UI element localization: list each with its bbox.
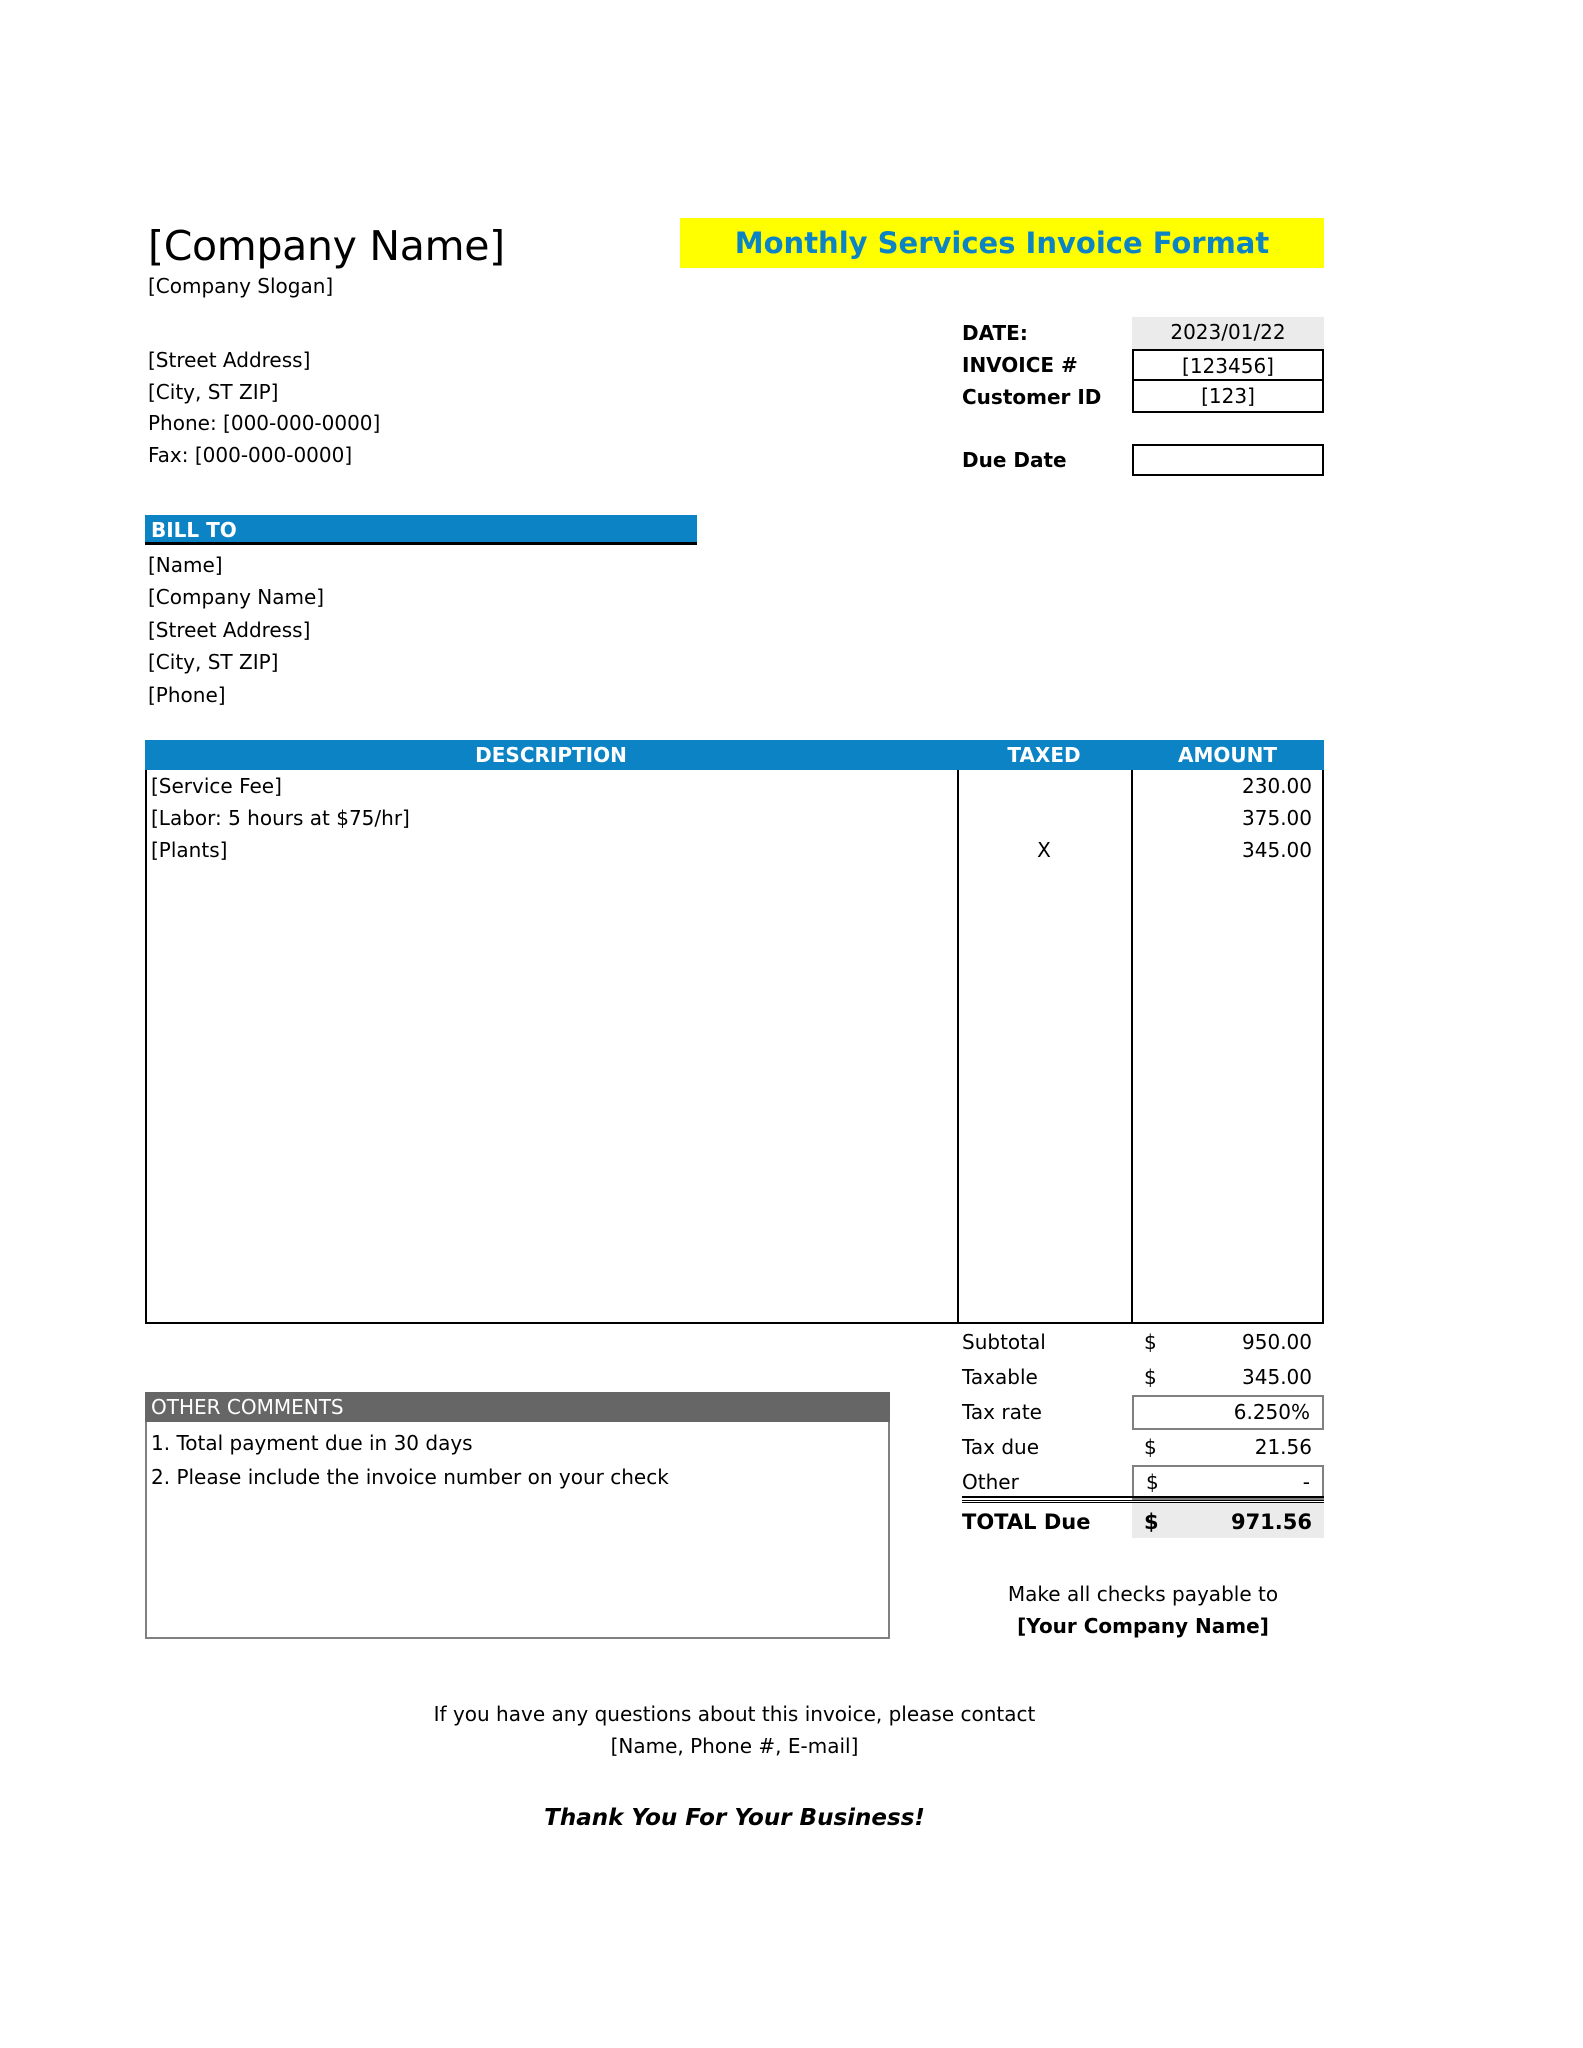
other-comments-heading-label: OTHER COMMENTS [151,1395,344,1419]
company-fax: Fax: [000-000-0000] [148,442,353,467]
bill-to-address-block [148,549,700,711]
subtotal-value: 950.00 [1242,1330,1312,1354]
row-description: [Labor: 5 hours at $75/hr] [151,806,410,830]
bill-to-header [145,515,697,545]
tax-due-currency: $ [1144,1435,1157,1459]
date-label: DATE: [962,321,1028,345]
line-items-table [145,740,1324,1324]
tax-due-value: 21.56 [1254,1435,1312,1459]
tax-rate-label: Tax rate [962,1400,1042,1424]
total-due-label: TOTAL Due [962,1510,1091,1534]
taxable-value-cell [1132,1360,1324,1395]
other-comments-box [145,1392,890,1639]
table-row[interactable] [147,834,1322,866]
line-items-header-row [145,740,1324,770]
meta-spacer [962,413,1324,444]
row-taxed: X [1037,838,1051,862]
subtotal-label: Subtotal [962,1330,1046,1354]
row-description: [Plants] [151,838,228,862]
totals-row-taxable [962,1360,1324,1395]
totals-block [962,1325,1324,1538]
company-name: [Company Name] [148,222,505,270]
totals-divider [962,1496,1324,1498]
invoice-title-banner [680,218,1324,268]
total-due-value-cell [1132,1503,1324,1538]
totals-row-subtotal [962,1325,1324,1360]
meta-row-date [962,317,1324,349]
due-date-field[interactable] [1132,444,1324,476]
subtotal-value-cell [1132,1325,1324,1360]
comment-line-2: 2. Please include the invoice number on your check [151,1465,669,1489]
company-identity-block [148,222,668,300]
invoice-title: Monthly Services Invoice Format [734,225,1270,260]
taxable-currency: $ [1144,1365,1157,1389]
meta-row-invoice-number [962,349,1324,381]
footer-question-line-2: [Name, Phone #, E-mail] [610,1734,859,1758]
bill-to-company: [Company Name] [148,585,325,610]
row-description: [Service Fee] [151,774,282,798]
company-city-state-zip: [City, ST ZIP] [148,379,279,404]
due-date-label: Due Date [962,448,1067,472]
table-row[interactable] [147,770,1322,802]
footer-thank-you: Thank You For Your Business! [544,1805,925,1831]
bill-to-phone: [Phone] [148,682,226,707]
row-taxed [957,770,1131,802]
company-contact-block [148,345,668,471]
totals-row-tax-rate [962,1395,1324,1430]
taxable-value: 345.00 [1242,1365,1312,1389]
payable-note [962,1578,1324,1642]
line-items-body [145,770,1324,1324]
other-comments-body[interactable] [145,1422,890,1639]
invoice-meta-block [962,317,1324,476]
other-currency: $ [1146,1470,1159,1494]
bill-to-city-state-zip: [City, ST ZIP] [148,650,279,675]
column-header-taxed: TAXED [1007,743,1081,767]
invoice-number-field[interactable]: [123456] [1132,349,1324,381]
totals-row-tax-due [962,1430,1324,1465]
company-street-address: [Street Address] [148,348,311,372]
totals-row-other [962,1465,1324,1500]
bill-to-street: [Street Address] [148,617,311,642]
subtotal-currency: $ [1144,1330,1157,1354]
total-due-currency: $ [1144,1510,1159,1534]
payable-line-1: Make all checks payable to [1007,1582,1279,1606]
date-value[interactable]: 2023/01/22 [1132,317,1324,349]
payable-line-2: [Your Company Name] [1017,1614,1269,1638]
invoice-footer [145,1698,1324,1834]
other-field[interactable] [1132,1465,1324,1500]
company-slogan: [Company Slogan] [148,274,334,298]
meta-row-customer-id [962,381,1324,413]
customer-id-field[interactable]: [123] [1132,381,1324,413]
footer-question-line-1: If you have any questions about this invoice, please contact [433,1702,1036,1726]
bill-to-name: [Name] [148,553,223,577]
tax-due-value-cell [1132,1430,1324,1465]
column-divider-description-taxed [957,770,959,1322]
other-label: Other [962,1470,1019,1494]
tax-rate-field[interactable] [1132,1395,1324,1430]
table-row[interactable] [147,802,1322,834]
meta-row-due-date [962,444,1324,476]
bill-to-heading-label: BILL TO [151,518,237,542]
row-amount: 345.00 [1242,838,1312,862]
row-amount: 230.00 [1242,774,1312,798]
column-divider-taxed-amount [1131,770,1133,1322]
customer-id-label: Customer ID [962,385,1102,409]
company-phone: Phone: [000-000-0000] [148,411,381,436]
comment-line-1: 1. Total payment due in 30 days [151,1431,473,1455]
tax-due-label: Tax due [962,1435,1040,1459]
total-due-value: 971.56 [1230,1510,1312,1534]
column-header-description: DESCRIPTION [475,743,627,767]
totals-row-total-due [962,1500,1324,1538]
tax-rate-value: 6.250% [1233,1400,1310,1424]
other-comments-header [145,1392,890,1422]
row-amount: 375.00 [1242,806,1312,830]
invoice-number-label: INVOICE # [962,353,1078,377]
taxable-label: Taxable [962,1365,1038,1389]
row-taxed [957,802,1131,834]
column-header-amount: AMOUNT [1177,743,1277,767]
other-value: - [1302,1470,1310,1494]
